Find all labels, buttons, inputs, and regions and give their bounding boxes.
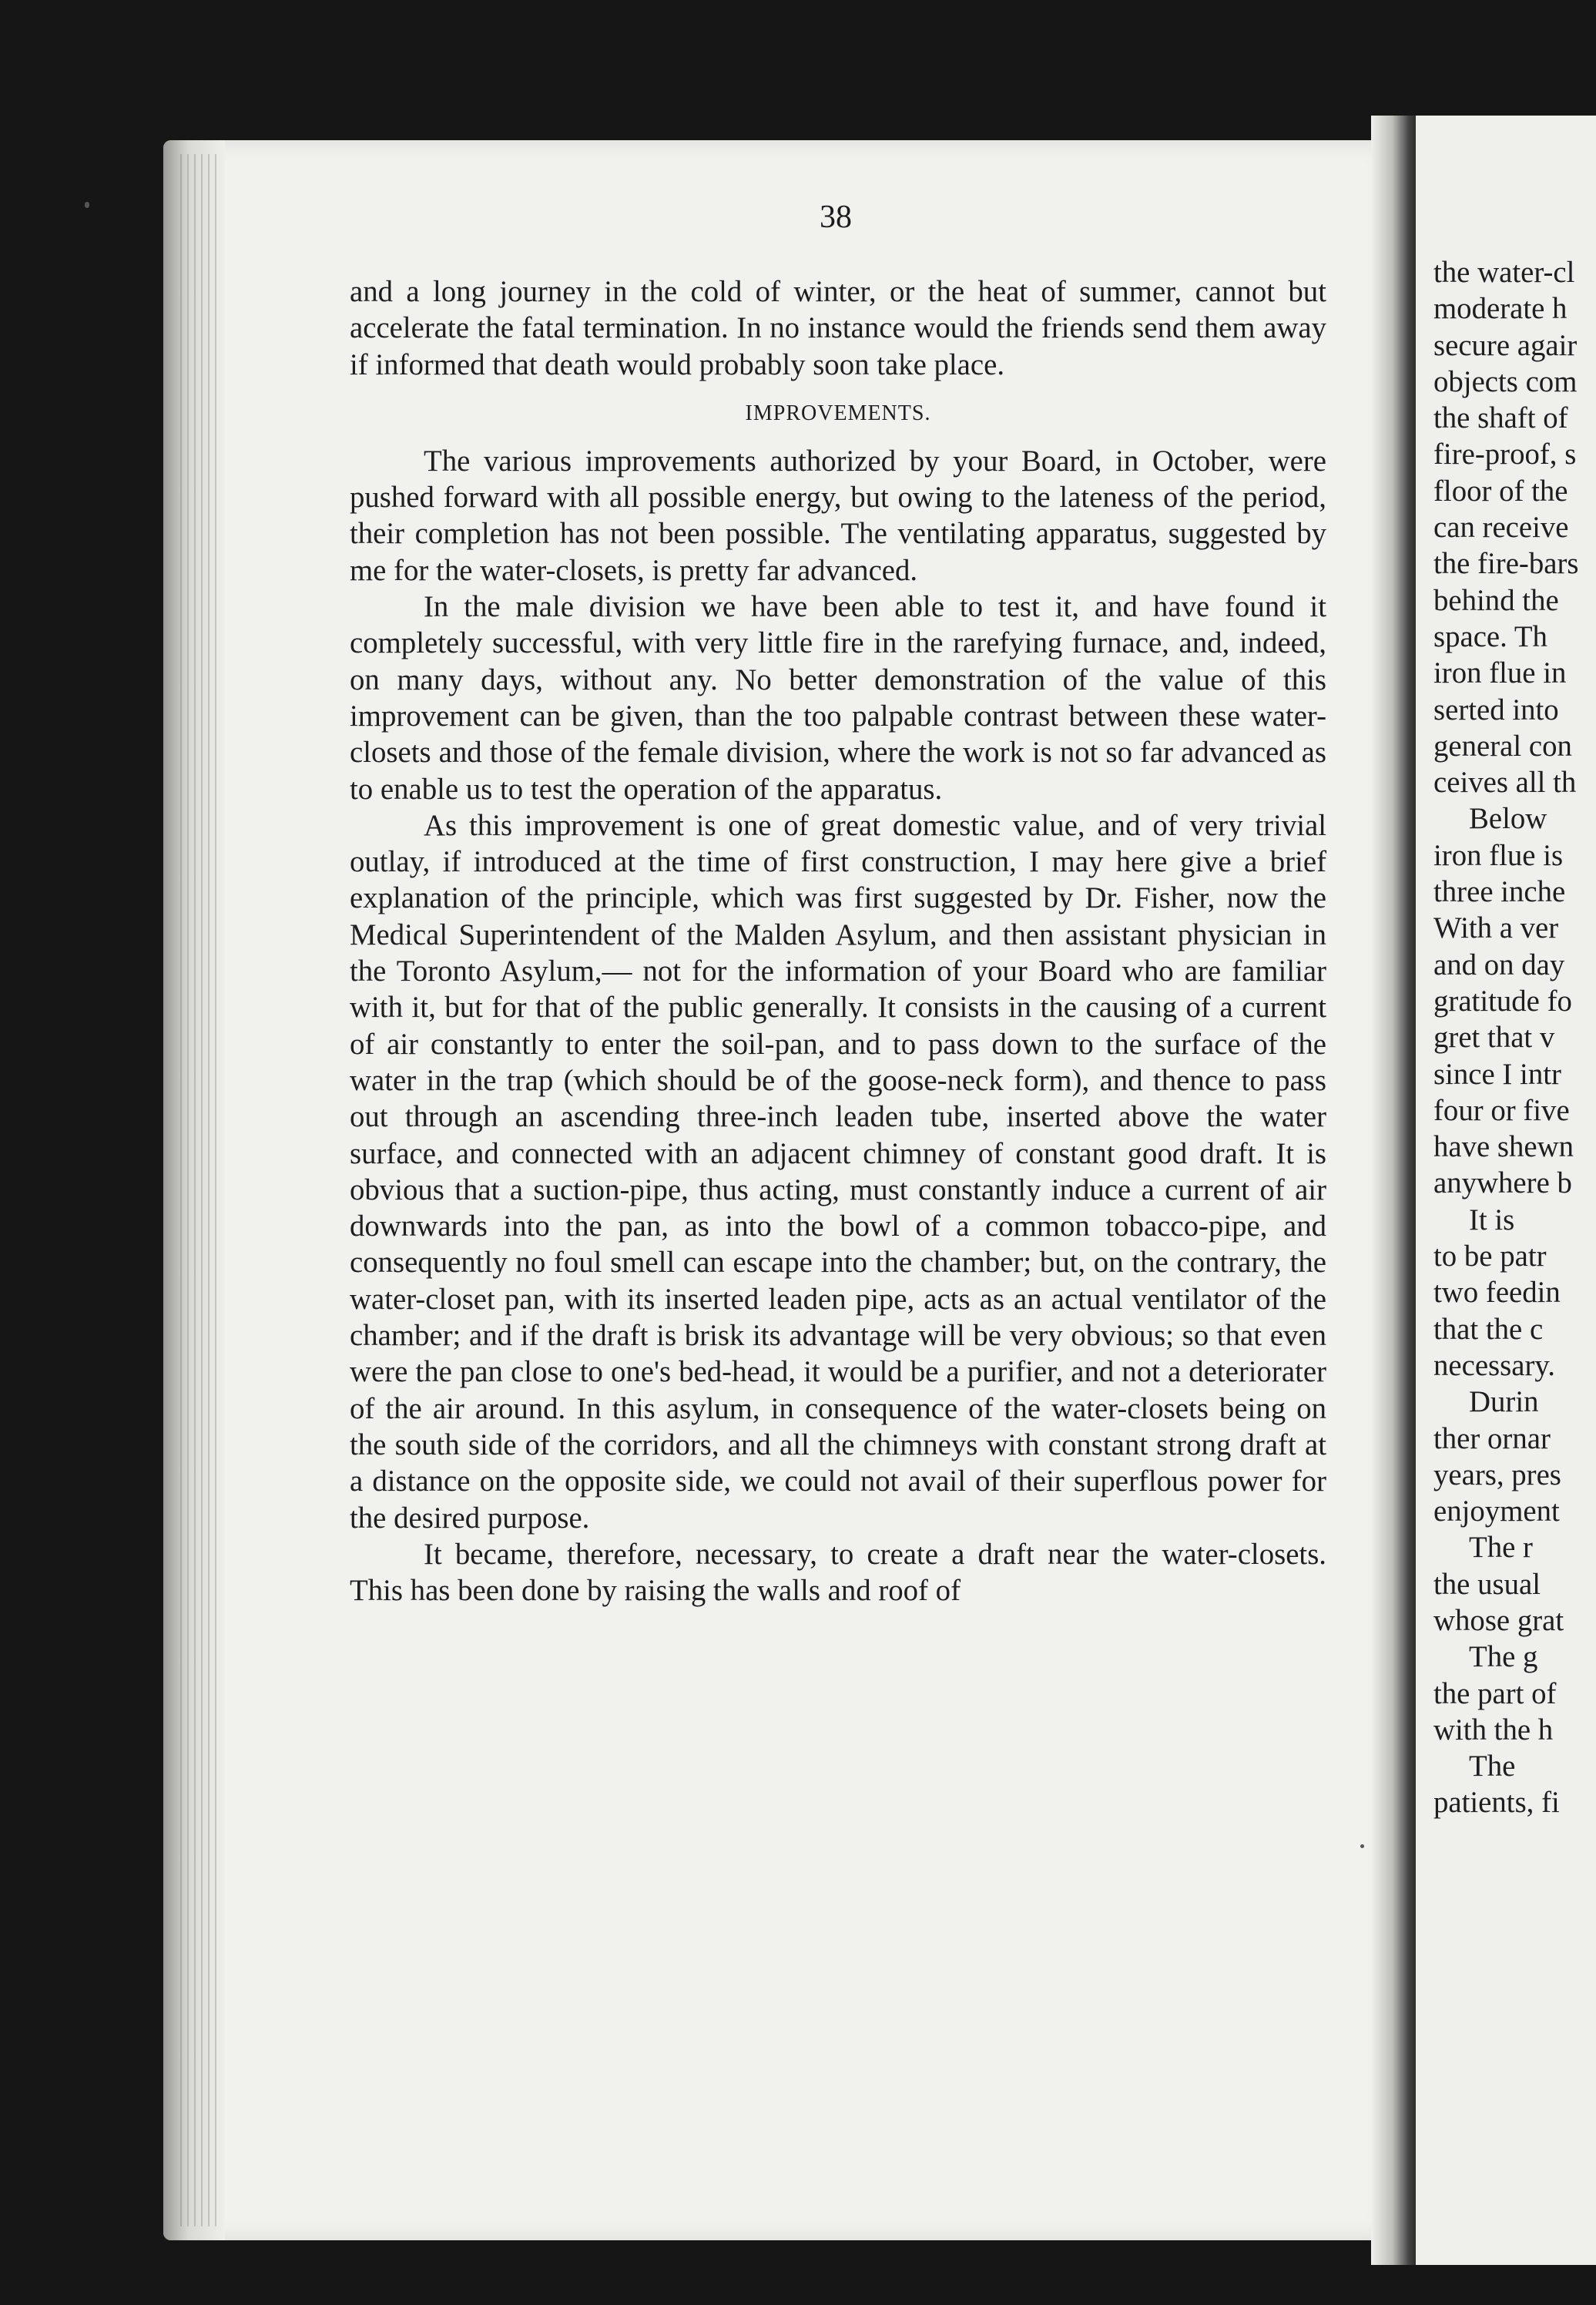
text-line-fragment: iron flue in	[1433, 656, 1567, 690]
text-line-fragment: general con	[1433, 729, 1572, 763]
text-line-fragment: fire-proof, s	[1433, 438, 1577, 471]
text-line-fragment: two feedin	[1433, 1276, 1561, 1310]
text-line-fragment: The r	[1469, 1531, 1533, 1565]
text-line-fragment: patients, fi	[1433, 1786, 1560, 1820]
text-line-fragment: floor of the	[1433, 474, 1568, 508]
text-line-fragment: moderate h	[1433, 292, 1568, 326]
text-line-fragment: objects com	[1433, 364, 1578, 398]
speck-mark	[85, 202, 89, 208]
text-line-fragment: whose grat	[1433, 1603, 1564, 1637]
text-line-fragment: gret that v	[1433, 1021, 1555, 1055]
text-line-fragment: have shewn	[1433, 1130, 1574, 1164]
text-line-fragment: the part of	[1433, 1676, 1557, 1710]
text-line-fragment: since I intr	[1433, 1057, 1561, 1091]
text-line-fragment: necessary.	[1433, 1348, 1555, 1382]
text-line-fragment: to be patr	[1433, 1240, 1547, 1273]
right-page-text	[1433, 254, 1596, 1821]
body-paragraph: As this improvement is one of great domestic value, and of very trivial outlay, if introduced at the time of first construction, I may here give a brief explanation of the principle, which was first suggested by Dr. Fisher, now the Medical Superintendent of the Malden Asylum, and then assistant physician in the Toronto Asylum,— not for the information of your Board who are familiar with it, but for that of the public generally. It consists in the causing of a current of air constantly to enter the soil-pan, and to pass down to the surface of the water in the trap (which should be of the goose-neck form), and thence to pass out through an ascending three-inch leaden tube, inserted above the water surface, and connected with an adjacent chimney of constant good draft. It is obvious that a suction-pipe, thus acting, must constantly induce a current of air downwards into the pan, as into the bowl of a common tobacco-pipe, and consequently no foul smell can escape into the chamber; but, on the contrary, the water-closet pan, with its inserted leaden pipe, acts as an actual ventilator of the chamber; and if the draft is brisk its advantage will be very obvious; so that even were the pan close to one's bed-head, it would be a purifier, and not a deteriorater of the air around. In this asylum, in consequence of the water-closets being on the south side of the corridors, and all the chimneys with constant strong draft at a distance on the opposite side, we could not avail of their superflous power for the desired purpose.	[350, 808, 1326, 1535]
text-line-fragment: space. Th	[1433, 619, 1547, 653]
text-line-fragment: gratitude fo	[1433, 984, 1572, 1018]
text-line-fragment: the usual	[1433, 1567, 1541, 1601]
speck-mark	[1360, 1844, 1364, 1848]
text-line-fragment: the fire-bars	[1433, 547, 1579, 581]
text-line-fragment: four or five	[1433, 1093, 1570, 1127]
text-line-fragment: iron flue is	[1433, 838, 1564, 872]
page-number: 38	[820, 200, 852, 235]
text-line-fragment: that the c	[1433, 1312, 1544, 1346]
text-line-fragment: secure agair	[1433, 328, 1578, 362]
body-paragraph: In the male division we have been able to test it, and have found it completely successful, with very little fire in the rarefying furnace, and, indeed, on many days, without any. No better demonstration of the value of this improvement can be given, than the too palpable contrast between these water-closets and those of the female division, where the work is not so far advanced as to enable us to test the operation of the apparatus.	[350, 590, 1326, 806]
text-line-fragment: with the h	[1433, 1713, 1554, 1746]
section-heading: IMPROVEMENTS.	[745, 401, 931, 425]
text-line-fragment: serted into	[1433, 693, 1559, 726]
text-line-fragment: years, pres	[1433, 1458, 1561, 1491]
text-line-fragment: The	[1469, 1750, 1516, 1783]
left-page-text	[350, 273, 1326, 1609]
text-line-fragment: ceives all th	[1433, 766, 1577, 800]
text-line-fragment: behind the	[1433, 583, 1559, 617]
text-line-fragment: the shaft of	[1433, 401, 1568, 435]
text-line-fragment: enjoyment	[1433, 1495, 1560, 1528]
body-paragraph: and a long journey in the cold of winter, or the heat of summer, cannot but accelerate the fatal termination. In no instance would the friends send them away if informed that death would probably soon take place.	[350, 275, 1326, 381]
text-line-fragment: Durin	[1469, 1385, 1539, 1419]
text-line-fragment: It is	[1469, 1203, 1515, 1236]
text-line-fragment: can receive	[1433, 511, 1569, 545]
text-line-fragment: With a ver	[1433, 911, 1559, 945]
page-edges	[180, 154, 219, 2226]
body-paragraph: It became, therefore, necessary, to create a draft near the water-closets. This has been done by raising the walls and roof of	[350, 1537, 1326, 1608]
text-line-fragment: The g	[1469, 1640, 1538, 1674]
text-line-fragment: Below	[1469, 802, 1547, 836]
text-line-fragment: ther ornar	[1433, 1421, 1551, 1455]
text-line-fragment: three inche	[1433, 875, 1566, 909]
right-page	[1416, 116, 1596, 2265]
text-line-fragment: and on day	[1433, 948, 1565, 981]
body-paragraph: The various improvements authorized by your Board, in October, were pushed forward with all possible energy, but owing to the lateness of the period, their completion has not been possible. The ventilating apparatus, suggested by me for the water-closets, is pretty far advanced.	[350, 444, 1326, 587]
text-line-fragment: anywhere b	[1433, 1166, 1572, 1200]
text-line-fragment: the water-cl	[1433, 256, 1575, 289]
